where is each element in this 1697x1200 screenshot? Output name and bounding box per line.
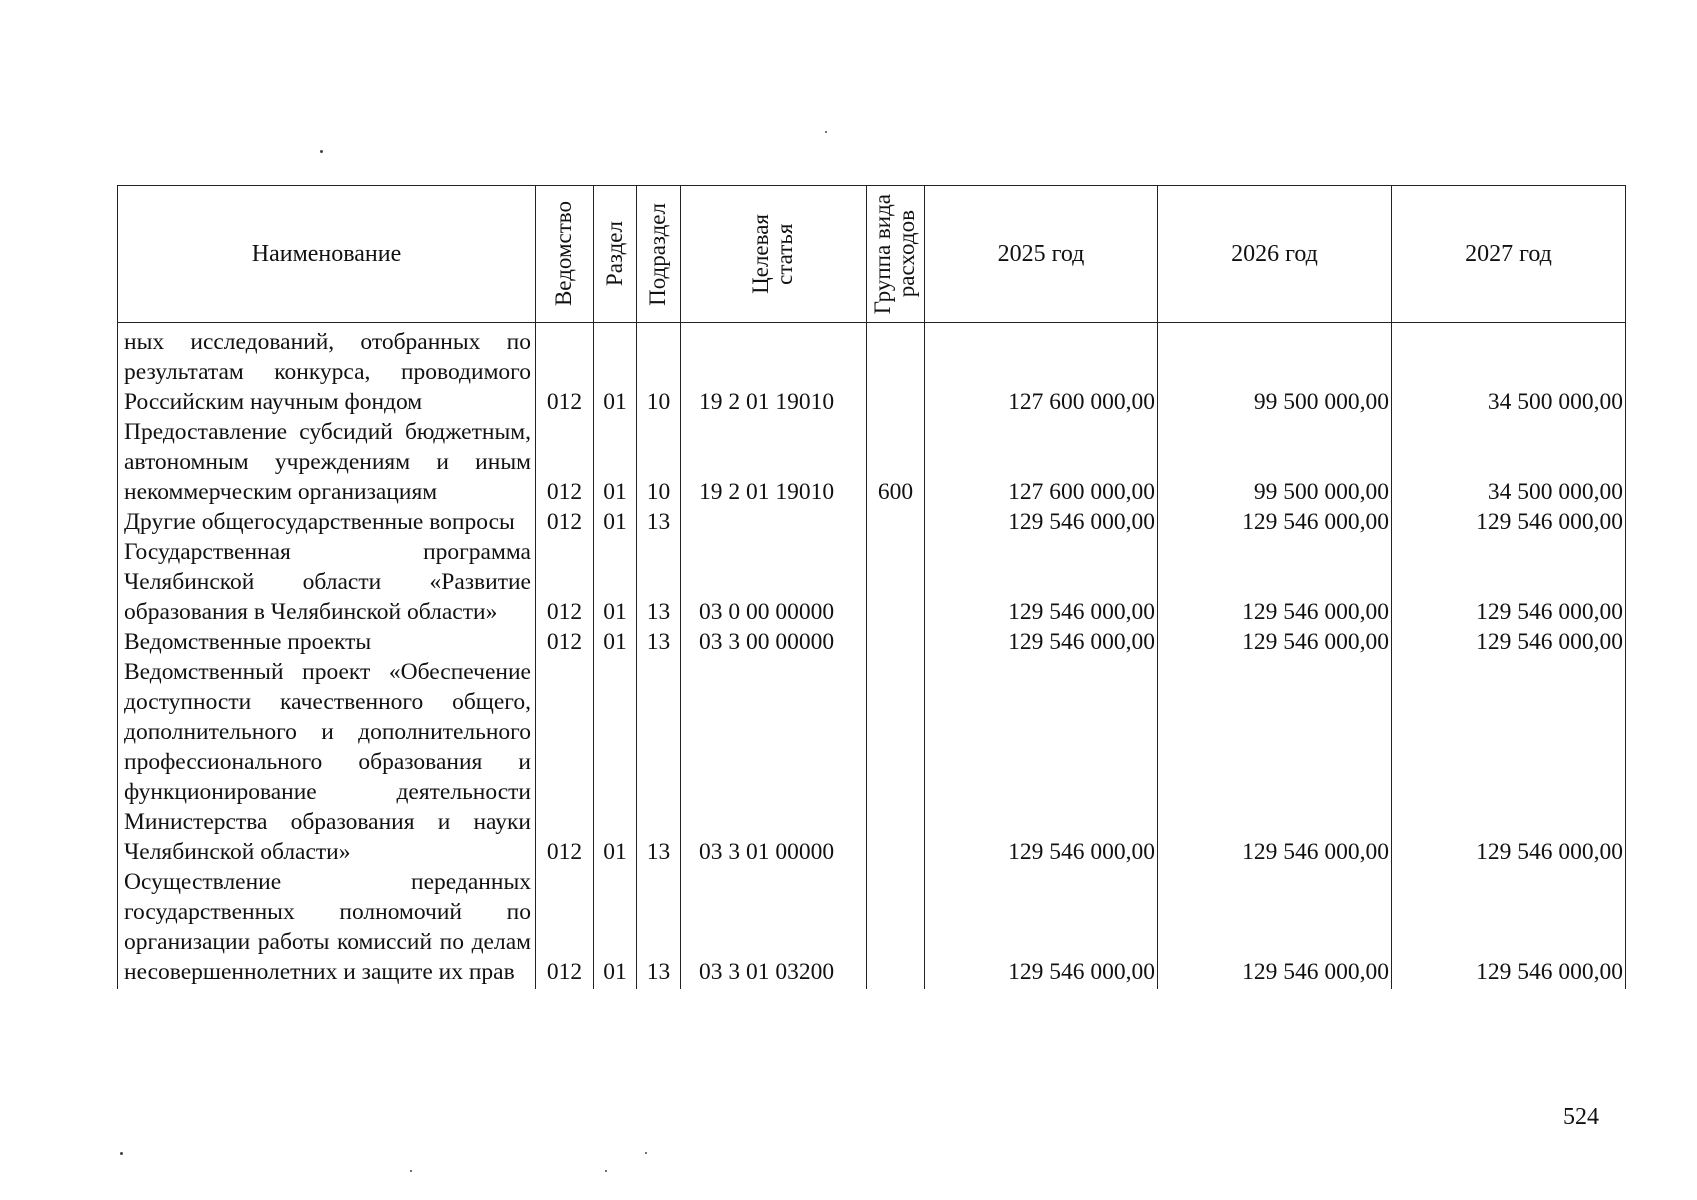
row-2025: 129 546 000,00	[925, 507, 1158, 537]
row-name: Предоставление субсидий бюджетным, автономным учреждениям и иным некоммерческим организациям	[118, 417, 536, 507]
row-2027: 34 500 000,00	[1392, 323, 1626, 418]
scan-speck	[825, 131, 827, 133]
row-2027: 129 546 000,00	[1392, 867, 1626, 989]
row-gruppa	[867, 867, 925, 989]
table-row	[118, 867, 1626, 989]
table-header	[118, 186, 1626, 323]
header-2027: 2027 год	[1392, 186, 1626, 323]
row-name: Осуществление переданных государственных полномочий по организации работы комиссий по делам несовершеннолетних и защите их прав	[118, 867, 536, 989]
row-celevaya-statya: 03 0 00 00000	[681, 537, 867, 627]
table-row	[118, 537, 1626, 627]
row-razdel: 01	[594, 867, 637, 989]
row-razdel: 01	[594, 417, 637, 507]
header-gruppa-vida-rashodov: Группа вида расходов	[867, 186, 925, 323]
row-2025: 129 546 000,00	[925, 657, 1158, 867]
row-2026: 99 500 000,00	[1158, 417, 1392, 507]
table-row	[118, 323, 1626, 418]
table-body	[118, 323, 1626, 990]
header-name: Наименование	[118, 186, 536, 323]
row-2025: 129 546 000,00	[925, 867, 1158, 989]
row-gruppa	[867, 627, 925, 657]
row-gruppa	[867, 537, 925, 627]
row-podrazdel: 13	[637, 507, 681, 537]
row-podrazdel: 13	[637, 627, 681, 657]
scan-speck	[120, 1152, 123, 1155]
row-2027: 34 500 000,00	[1392, 417, 1626, 507]
row-razdel: 01	[594, 657, 637, 867]
row-celevaya-statya: 03 3 01 03200	[681, 867, 867, 989]
row-vedomstvo: 012	[536, 507, 594, 537]
row-2025: 127 600 000,00	[925, 417, 1158, 507]
row-2027: 129 546 000,00	[1392, 627, 1626, 657]
row-gruppa	[867, 323, 925, 418]
row-2026: 99 500 000,00	[1158, 323, 1392, 418]
header-razdel: Раздел	[594, 186, 637, 323]
row-vedomstvo: 012	[536, 323, 594, 418]
row-2025: 129 546 000,00	[925, 627, 1158, 657]
row-2026: 129 546 000,00	[1158, 867, 1392, 989]
row-vedomstvo: 012	[536, 417, 594, 507]
table-row	[118, 657, 1626, 867]
row-vedomstvo: 012	[536, 537, 594, 627]
page-number: 524	[1563, 1104, 1599, 1130]
row-celevaya-statya: 03 3 00 00000	[681, 627, 867, 657]
row-razdel: 01	[594, 507, 637, 537]
row-name: ных исследований, отобранных по результатам конкурса, проводимого Российским научным фондом	[118, 323, 536, 418]
row-vedomstvo: 012	[536, 867, 594, 989]
row-celevaya-statya: 19 2 01 19010	[681, 323, 867, 418]
row-podrazdel: 13	[637, 537, 681, 627]
row-celevaya-statya: 19 2 01 19010	[681, 417, 867, 507]
row-razdel: 01	[594, 537, 637, 627]
row-gruppa	[867, 657, 925, 867]
row-celevaya-statya	[681, 507, 867, 537]
row-vedomstvo: 012	[536, 657, 594, 867]
row-name: Другие общегосударственные вопросы	[118, 507, 536, 537]
row-2026: 129 546 000,00	[1158, 537, 1392, 627]
row-2026: 129 546 000,00	[1158, 507, 1392, 537]
header-2025: 2025 год	[925, 186, 1158, 323]
row-2025: 127 600 000,00	[925, 323, 1158, 418]
table-row	[118, 507, 1626, 537]
header-celevaya-statya: Целевая статья	[681, 186, 867, 323]
scan-speck	[410, 1170, 412, 1172]
header-podrazdel: Подраздел	[637, 186, 681, 323]
row-2027: 129 546 000,00	[1392, 657, 1626, 867]
row-gruppa: 600	[867, 417, 925, 507]
row-2027: 129 546 000,00	[1392, 537, 1626, 627]
row-celevaya-statya: 03 3 01 00000	[681, 657, 867, 867]
row-podrazdel: 10	[637, 323, 681, 418]
row-2026: 129 546 000,00	[1158, 657, 1392, 867]
scan-speck	[320, 150, 323, 153]
row-razdel: 01	[594, 627, 637, 657]
row-2025: 129 546 000,00	[925, 537, 1158, 627]
table-row	[118, 627, 1626, 657]
row-razdel: 01	[594, 323, 637, 418]
table-row	[118, 417, 1626, 507]
budget-table	[117, 185, 1626, 989]
row-podrazdel: 13	[637, 657, 681, 867]
row-gruppa	[867, 507, 925, 537]
row-2026: 129 546 000,00	[1158, 627, 1392, 657]
row-name: Ведомственные проекты	[118, 627, 536, 657]
row-podrazdel: 10	[637, 417, 681, 507]
row-vedomstvo: 012	[536, 627, 594, 657]
row-podrazdel: 13	[637, 867, 681, 989]
row-2027: 129 546 000,00	[1392, 507, 1626, 537]
header-vedomstvo: Ведомство	[536, 186, 594, 323]
scan-speck	[605, 1170, 607, 1172]
header-2026: 2026 год	[1158, 186, 1392, 323]
row-name: Государственная программа Челябинской области «Развитие образования в Челябинской области»	[118, 537, 536, 627]
scan-speck	[645, 1152, 647, 1154]
row-name: Ведомственный проект «Обеспечение доступности качественного общего, дополнительного и дополнительного профессионального образования и функционирование деятельности Министерства образования и науки Челябинской области»	[118, 657, 536, 867]
